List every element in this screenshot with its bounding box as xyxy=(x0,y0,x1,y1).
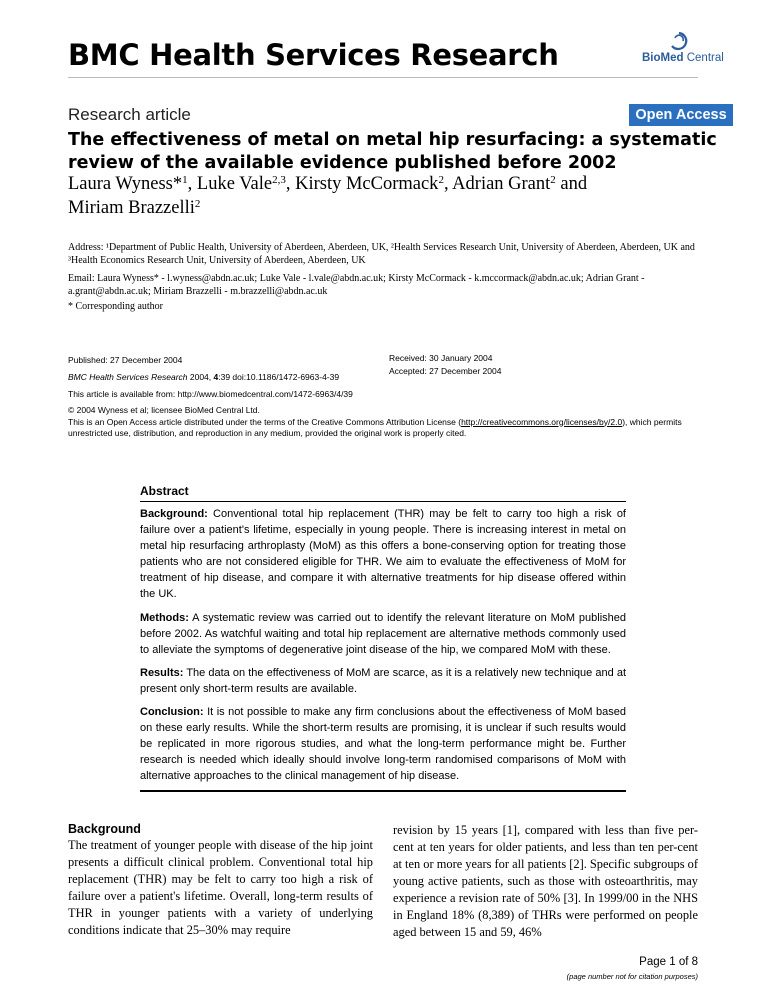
published-date: Published: 27 December 2004 xyxy=(68,355,183,365)
author-emails: Email: Laura Wyness* - l.wyness@abdn.ac.uk; Luke Vale - l.vale@abdn.ac.uk; Kirsty McCormack - k.mccormack@abdn.ac.uk; Adrian Grant - a.grant@abdn.ac.uk; Miriam Brazzelli - m.brazzelli@abdn.ac.uk xyxy=(68,273,645,297)
author-name: , Adrian Grant xyxy=(443,174,551,194)
abstract-bottom-rule xyxy=(140,790,626,792)
license-text xyxy=(68,417,718,440)
author-affiliation: 2 xyxy=(550,174,556,186)
author-line-2 xyxy=(68,196,708,220)
author-affiliation: 2,3 xyxy=(272,174,286,186)
biomed-central-logo xyxy=(638,30,728,70)
abstract-section-text: Conventional total hip replacement (THR) may be felt to carry too high a risk of failure over a patient's lifetime, especially in young people. There is increasing interest in metal on metal hip resurfacing arthroplasty (MoM) as this offers a bone-conserving option for treating those patients who are not considered eligible for THR. We aim to evaluate the effectiveness of MoM for treatment of hip disease, and compare it with alternative treatments for hip disease offered within the UK. xyxy=(140,508,626,601)
abstract-heading: Abstract xyxy=(140,484,189,498)
abstract-section-label: Background: xyxy=(140,508,208,520)
license-block xyxy=(68,405,718,440)
abstract-section-label: Methods: xyxy=(140,611,189,624)
author-name: Laura Wyness* xyxy=(68,174,183,194)
abstract-results xyxy=(140,665,626,697)
page-number: Page 1 of 8 xyxy=(639,956,698,968)
body-column-left: The treatment of younger people with disease of the hip joint presents a difficult clinical problem. Conventional total hip replacement (THR) may be felt to carry too high a risk of failure over a patient's lifetime. Overall, long-term results of THR in younger patients with a variety of underlying conditions indicate that 25–30% may require xyxy=(68,838,373,937)
abstract-section-text: A systematic review was carried out to identify the relevant literature on MoM published before 2002. As watchful waiting and total hip replacement are alternative methods commonly used to alleviate the symptoms of degenerative joint disease of the hip, we compared MoM with these. xyxy=(140,611,626,656)
logo-central-text: Central xyxy=(683,52,724,64)
abstract-section-text: It is not possible to make any firm conclusions about the effectiveness of MoM based on these early results. While the short-term results are promising, it is unclear if such results would be replicated in more rigorous studies, and what the long-term performance might be. Further research is needed which ideally should involve long-term randomised comparisons of MoM with alternative approaches to the clinical management of hip disease. xyxy=(140,706,626,783)
body-column-right: revision by 15 years [1], compared with less than five per-cent at ten years for older patients, and less than ten per-cent at ten or more years for all patients [2]. Specific subgroups of young active patients, such as those with osteoarthritis, may experience a revision rate of 50% [3]. In 1999/00 in the NHS in England 18% (8,389) of THRs were performed on people aged between 15 and 59, 46% xyxy=(393,823,698,939)
article-title: The effectiveness of metal on metal hip resurfacing: a systematic review of the available evidence published before 2002 xyxy=(68,130,717,173)
abstract-section-label: Conclusion: xyxy=(140,706,204,719)
abstract xyxy=(140,484,626,792)
author-addresses: Address: ¹Department of Public Health, University of Aberdeen, Aberdeen, UK, ²Health Services Research Unit, University of Aberdeen, Aberdeen, UK and ³Health Economics Research Unit, University of Aberdeen, Aberdeen, UK xyxy=(68,242,695,266)
publication-info xyxy=(68,352,398,403)
citation-volume: 4 xyxy=(213,372,219,382)
author-name: , Luke Vale xyxy=(187,174,273,194)
abstract-methods xyxy=(140,610,626,658)
author-name: , Kirsty McCormack xyxy=(285,174,439,194)
page-number-note: (page number not for citation purposes) xyxy=(566,972,698,981)
citation-journal: BMC Health Services Research xyxy=(68,372,188,382)
copyright-line: © 2004 Wyness et al; licensee BioMed Central Ltd. xyxy=(68,405,260,415)
citation xyxy=(68,369,398,386)
license-link[interactable]: http://creativecommons.org/licenses/by/2.0 xyxy=(461,416,623,427)
abstract-conclusion xyxy=(140,704,626,784)
header-divider xyxy=(68,77,698,78)
license-text-post: ), which permits unrestricted use, distribution, and reproduction in any medium, provided the original work is properly cited. xyxy=(68,416,682,438)
logo-biomed-text: BioMed xyxy=(642,52,684,64)
author-list xyxy=(68,172,708,220)
author-name: Miriam Brazzelli xyxy=(68,198,195,218)
abstract-section-text: The data on the effectiveness of MoM are scarce, as it is a relatively new technique and at present only short-term results are available. xyxy=(140,666,626,695)
journal-title: BMC Health Services Research xyxy=(68,38,559,72)
citation-doi: :39 doi:10.1186/1472-6963-4-39 xyxy=(218,372,340,382)
abstract-background xyxy=(140,506,626,603)
corresponding-author-note: * Corresponding author xyxy=(68,301,163,312)
author-affiliation: 2 xyxy=(194,198,201,210)
abstract-section-label: Results: xyxy=(140,666,184,679)
author-affiliation: 1 xyxy=(182,174,188,186)
section-heading-background: Background xyxy=(68,822,141,836)
author-affiliation: 2 xyxy=(438,174,444,186)
article-url[interactable]: This article is available from: http://www.biomedcentral.com/1472-6963/4/39 xyxy=(68,389,353,399)
logo-arc-icon xyxy=(666,30,692,52)
article-type: Research article xyxy=(68,105,191,124)
abstract-top-rule xyxy=(140,501,626,502)
accepted-date: Accepted: 27 December 2004 xyxy=(389,365,502,376)
license-text-pre: This is an Open Access article distributed under the terms of the Creative Commons Attribution License ( xyxy=(68,416,462,427)
author-line-1 xyxy=(68,172,708,196)
open-access-badge: Open Access xyxy=(629,104,733,126)
author-conjunction: and xyxy=(555,174,588,194)
publication-dates xyxy=(389,352,689,377)
received-date: Received: 30 January 2004 xyxy=(389,353,493,363)
citation-year: 2004, xyxy=(187,372,214,382)
